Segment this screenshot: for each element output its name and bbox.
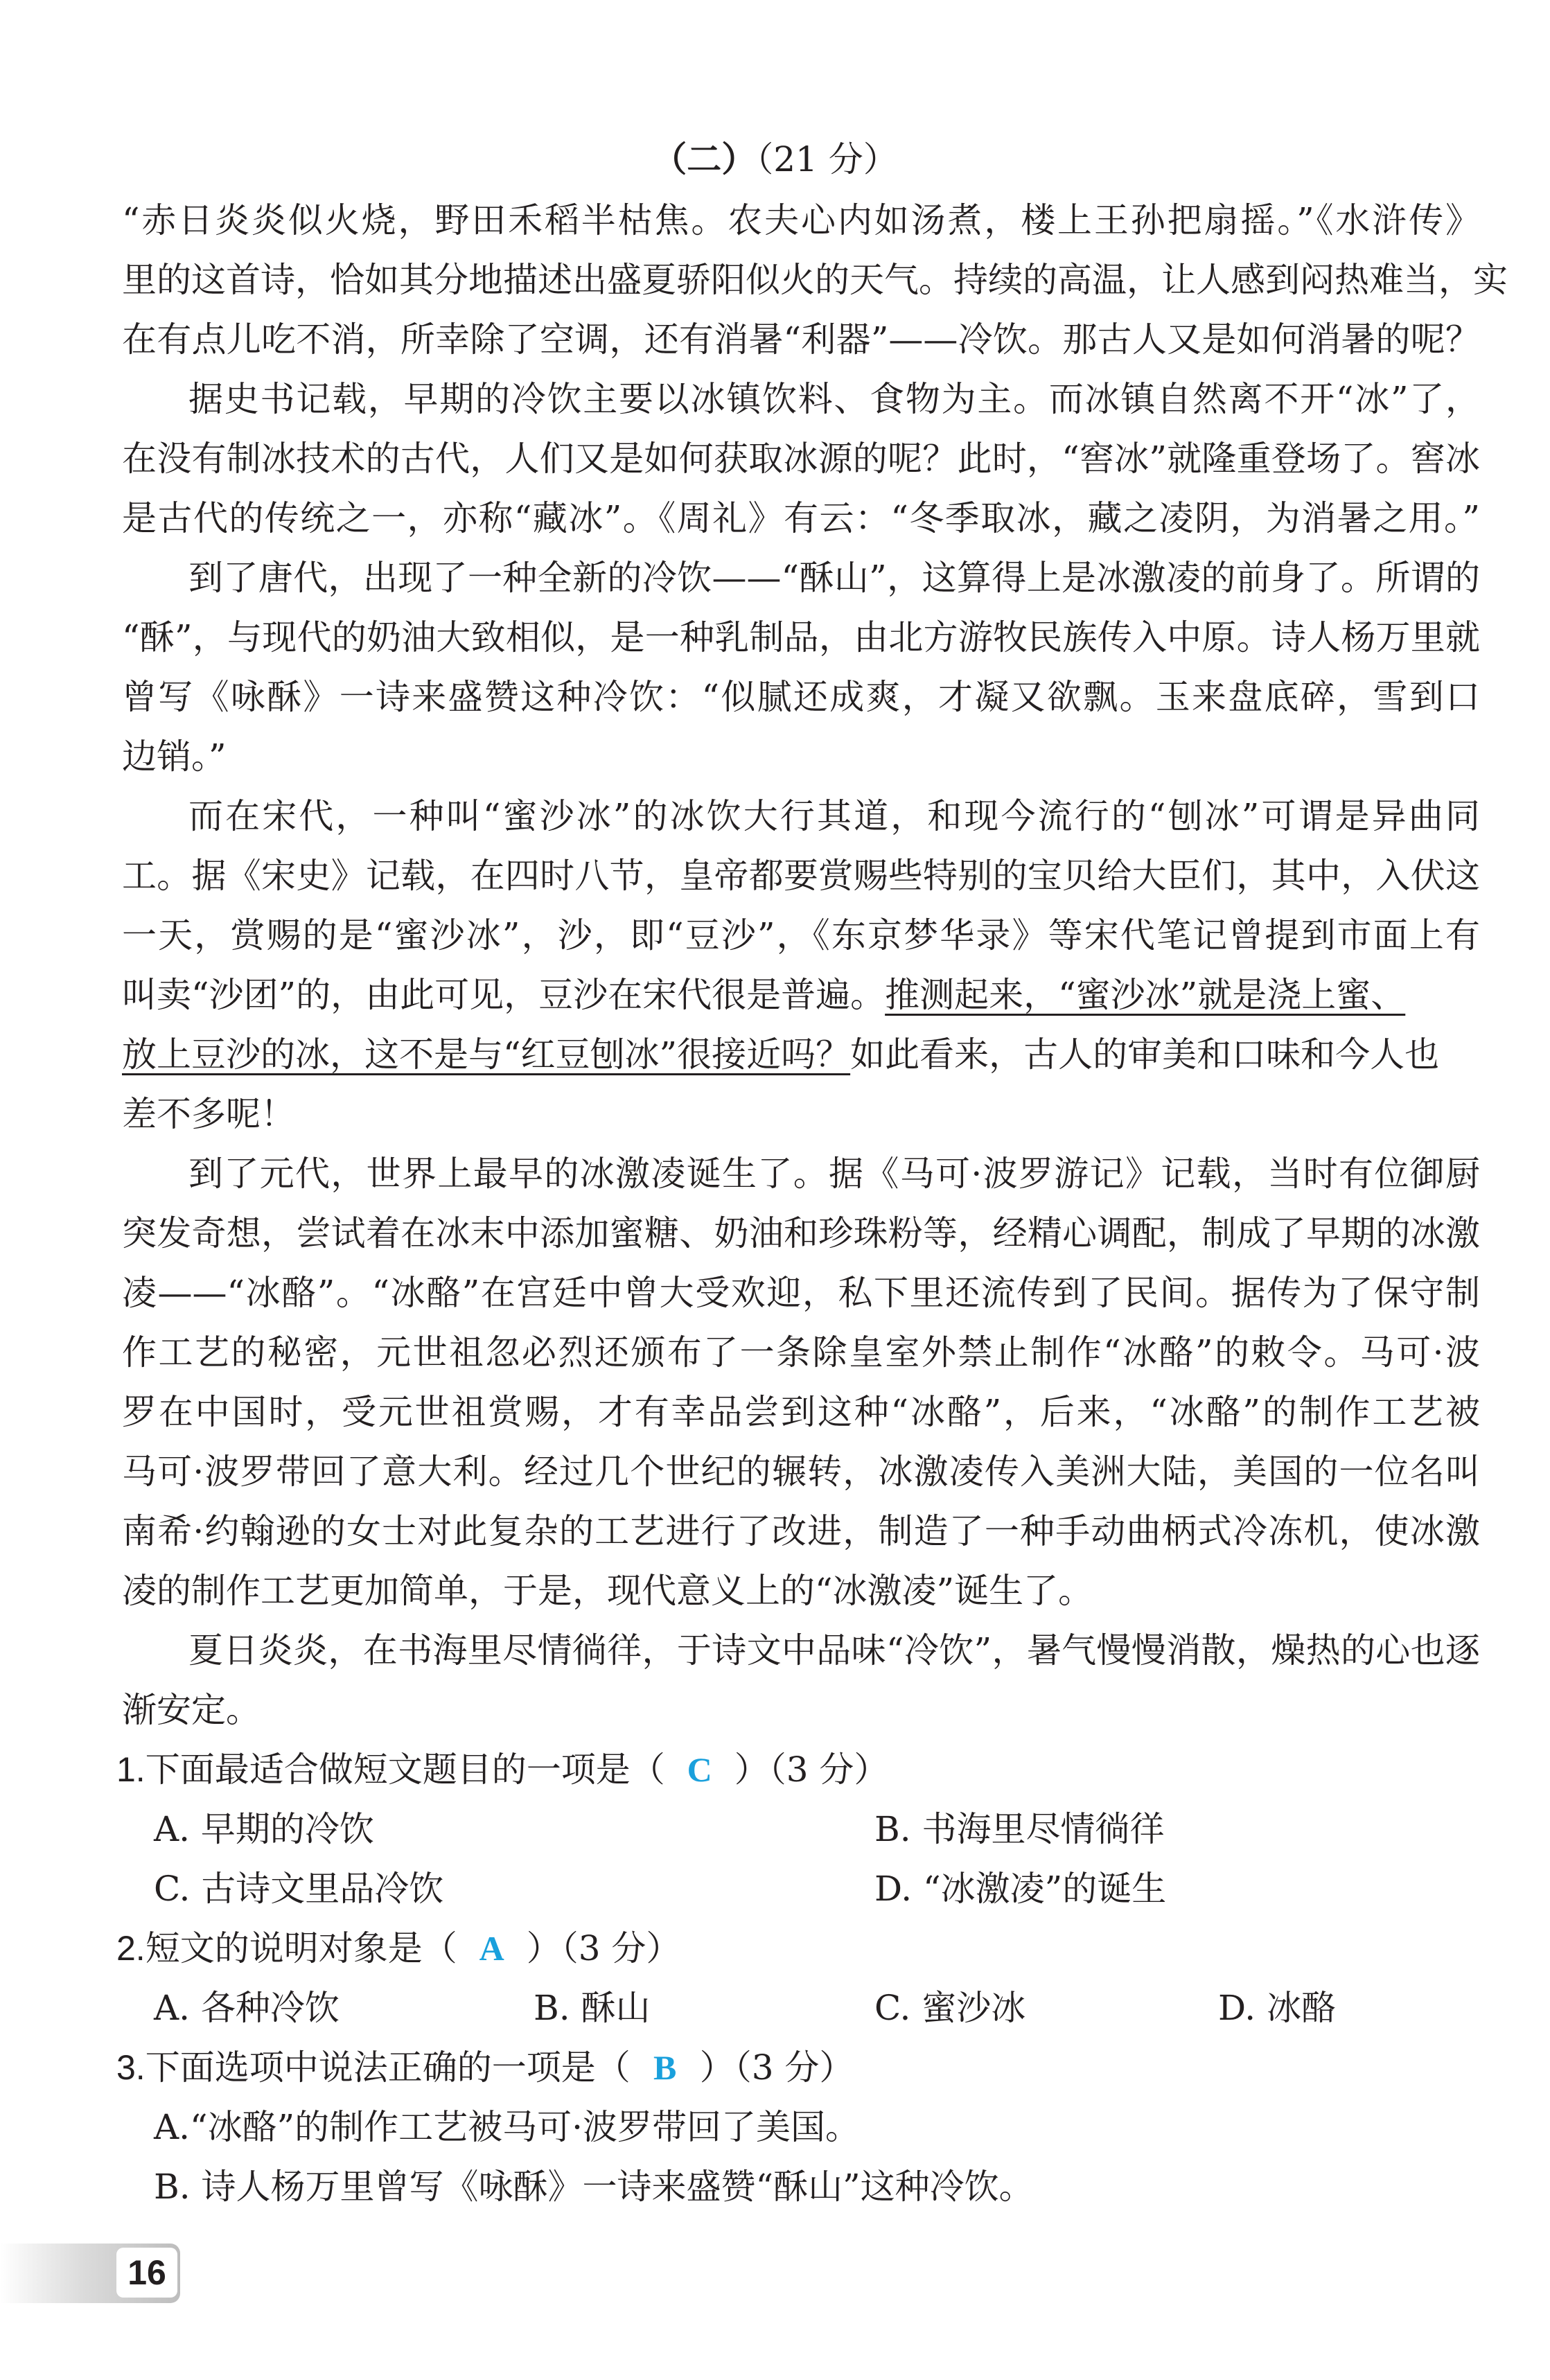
passage-line: 曾写《咏酥》一诗来盛赞这种冷饮：“似腻还成爽，才凝又欲飘。玉来盘底碎，雪到口 xyxy=(122,677,1480,717)
answer-field[interactable]: C xyxy=(687,1750,712,1789)
passage-line: 差不多呢！ xyxy=(122,1094,295,1134)
question-3 xyxy=(116,2045,854,2090)
passage-line: 边销。” xyxy=(122,737,227,777)
underlined-sentence: 推测起来，“蜜沙冰”就是浇上蜜、 xyxy=(885,975,1406,1015)
passage-line xyxy=(122,973,1480,1017)
passage-line: 在没有制冰技术的古代，人们又是如何获取冰源的呢？此时，“窖冰”就隆重登场了。窖冰 xyxy=(122,439,1480,479)
passage-line: 南希·约翰逊的女士对此复杂的工艺进行了改进，制造了一种手动曲柄式冷冻机，使冰激 xyxy=(122,1511,1480,1551)
passage-line: 凌——“冰酪”。“冰酪”在宫廷中曾大受欢迎，私下里还流传到了民间。据传为了保守制 xyxy=(122,1273,1480,1313)
underlined-sentence: 放上豆沙的冰，这不是与“红豆刨冰”很接近吗？ xyxy=(122,1034,851,1075)
question-stem: 下面选项中说法正确的一项是（ xyxy=(145,2047,631,2088)
question-number: 2. xyxy=(116,1929,146,1968)
passage-line: 而在宋代，一种叫“蜜沙冰”的冰饮大行其道，和现今流行的“刨冰”可谓是异曲同 xyxy=(188,796,1480,836)
option-a: A. 各种冷饮 xyxy=(154,1988,340,2028)
question-score: ）（3 分） xyxy=(699,2047,854,2088)
question-stem: 短文的说明对象是（ xyxy=(145,1928,457,1968)
passage-line: 工。据《宋史》记载，在四时八节，皇帝都要赏赐些特别的宝贝给大臣们，其中，入伏这 xyxy=(122,856,1480,896)
answer-field[interactable]: B xyxy=(653,2048,677,2087)
passage-line: 是古代的传统之一，亦称“藏冰”。《周礼》有云：“冬季取冰，藏之凌阴，为消暑之用。” xyxy=(122,498,1480,538)
option-b: B. 酥山 xyxy=(534,1988,651,2028)
section-score: （21 分） xyxy=(756,139,898,179)
passage-line: 作工艺的秘密，元世祖忽必烈还颁布了一条除皇室外禁止制作“冰酪”的敕令。马可·波 xyxy=(122,1332,1480,1373)
page-number: 16 xyxy=(116,2248,177,2298)
passage-line: 突发奇想，尝试着在冰末中添加蜜糖、奶油和珍珠粉等，经精心调配，制成了早期的冰激 xyxy=(122,1213,1480,1253)
passage-line: 里的这首诗，恰如其分地描述出盛夏骄阳似火的天气。持续的高温，让人感到闷热难当，实 xyxy=(122,260,1508,300)
passage-line: “赤日炎炎似火烧，野田禾稻半枯焦。农夫心内如汤煮，楼上王孙把扇摇。”《水浒传》 xyxy=(122,200,1480,240)
passage-line xyxy=(122,1032,1480,1077)
passage-line: 渐安定。 xyxy=(122,1690,261,1730)
passage-line: 到了元代，世界上最早的冰激凌诞生了。据《马可·波罗游记》记载，当时有位御厨 xyxy=(188,1154,1480,1194)
passage-line: “酥”，与现代的奶油大致相似，是一种乳制品，由北方游牧民族传入中原。诗人杨万里就 xyxy=(122,617,1480,658)
passage-text: 叫卖“沙团”的，由此可见，豆沙在宋代很是普遍。 xyxy=(122,975,886,1015)
section-heading xyxy=(0,137,1550,182)
question-1 xyxy=(116,1747,888,1792)
option-d: D. 冰酪 xyxy=(1218,1988,1337,2028)
answer-field[interactable]: A xyxy=(479,1929,504,1968)
passage-line: 凌的制作工艺更加简单，于是，现代意义上的“冰激凌”诞生了。 xyxy=(122,1571,1093,1611)
passage-line: 马可·波罗带回了意大利。经过几个世纪的辗转，冰激凌传入美洲大陆，美国的一位名叫 xyxy=(122,1452,1480,1492)
question-score: ）（3 分） xyxy=(734,1749,889,1790)
option-a: A.“冰酪”的制作工艺被马可·波罗带回了美国。 xyxy=(154,2107,861,2147)
passage-line: 夏日炎炎，在书海里尽情徜徉，于诗文中品味“冷饮”，暑气慢慢消散，燥热的心也逐 xyxy=(188,1630,1480,1671)
option-b: B. 书海里尽情徜徉 xyxy=(874,1809,1165,1849)
passage-line: 在有点儿吃不消，所幸除了空调，还有消暑“利器”——冷饮。那古人又是如何消暑的呢？ xyxy=(122,319,1480,360)
section-title: （二） xyxy=(652,139,757,179)
option-b: B. 诗人杨万里曾写《咏酥》一诗来盛赞“酥山”这种冷饮。 xyxy=(154,2167,1034,2207)
passage-line: 据史书记载，早期的冷饮主要以冰镇饮料、食物为主。而冰镇自然离不开“冰”了， xyxy=(188,379,1480,419)
question-number: 3. xyxy=(116,2048,146,2087)
option-c: C. 蜜沙冰 xyxy=(874,1988,1026,2028)
option-c: C. 古诗文里品冷饮 xyxy=(154,1869,444,1909)
question-score: ）（3 分） xyxy=(526,1928,681,1968)
passage-line: 一天，赏赐的是“蜜沙冰”，沙，即“豆沙”，《东京梦华录》等宋代笔记曾提到市面上有 xyxy=(122,915,1480,955)
passage-line: 罗在中国时，受元世祖赏赐，才有幸品尝到这种“冰酪”，后来，“冰酪”的制作工艺被 xyxy=(122,1392,1480,1432)
option-d: D. “冰激凌”的诞生 xyxy=(874,1869,1167,1909)
question-stem: 下面最适合做短文题目的一项是（ xyxy=(145,1749,665,1790)
question-2 xyxy=(116,1926,680,1971)
option-a: A. 早期的冷饮 xyxy=(154,1809,374,1849)
passage-text: 如此看来，古人的审美和口味和今人也 xyxy=(850,1034,1440,1075)
passage-line: 到了唐代，出现了一种全新的冷饮——“酥山”，这算得上是冰激凌的前身了。所谓的 xyxy=(188,558,1480,598)
question-number: 1. xyxy=(116,1750,146,1789)
